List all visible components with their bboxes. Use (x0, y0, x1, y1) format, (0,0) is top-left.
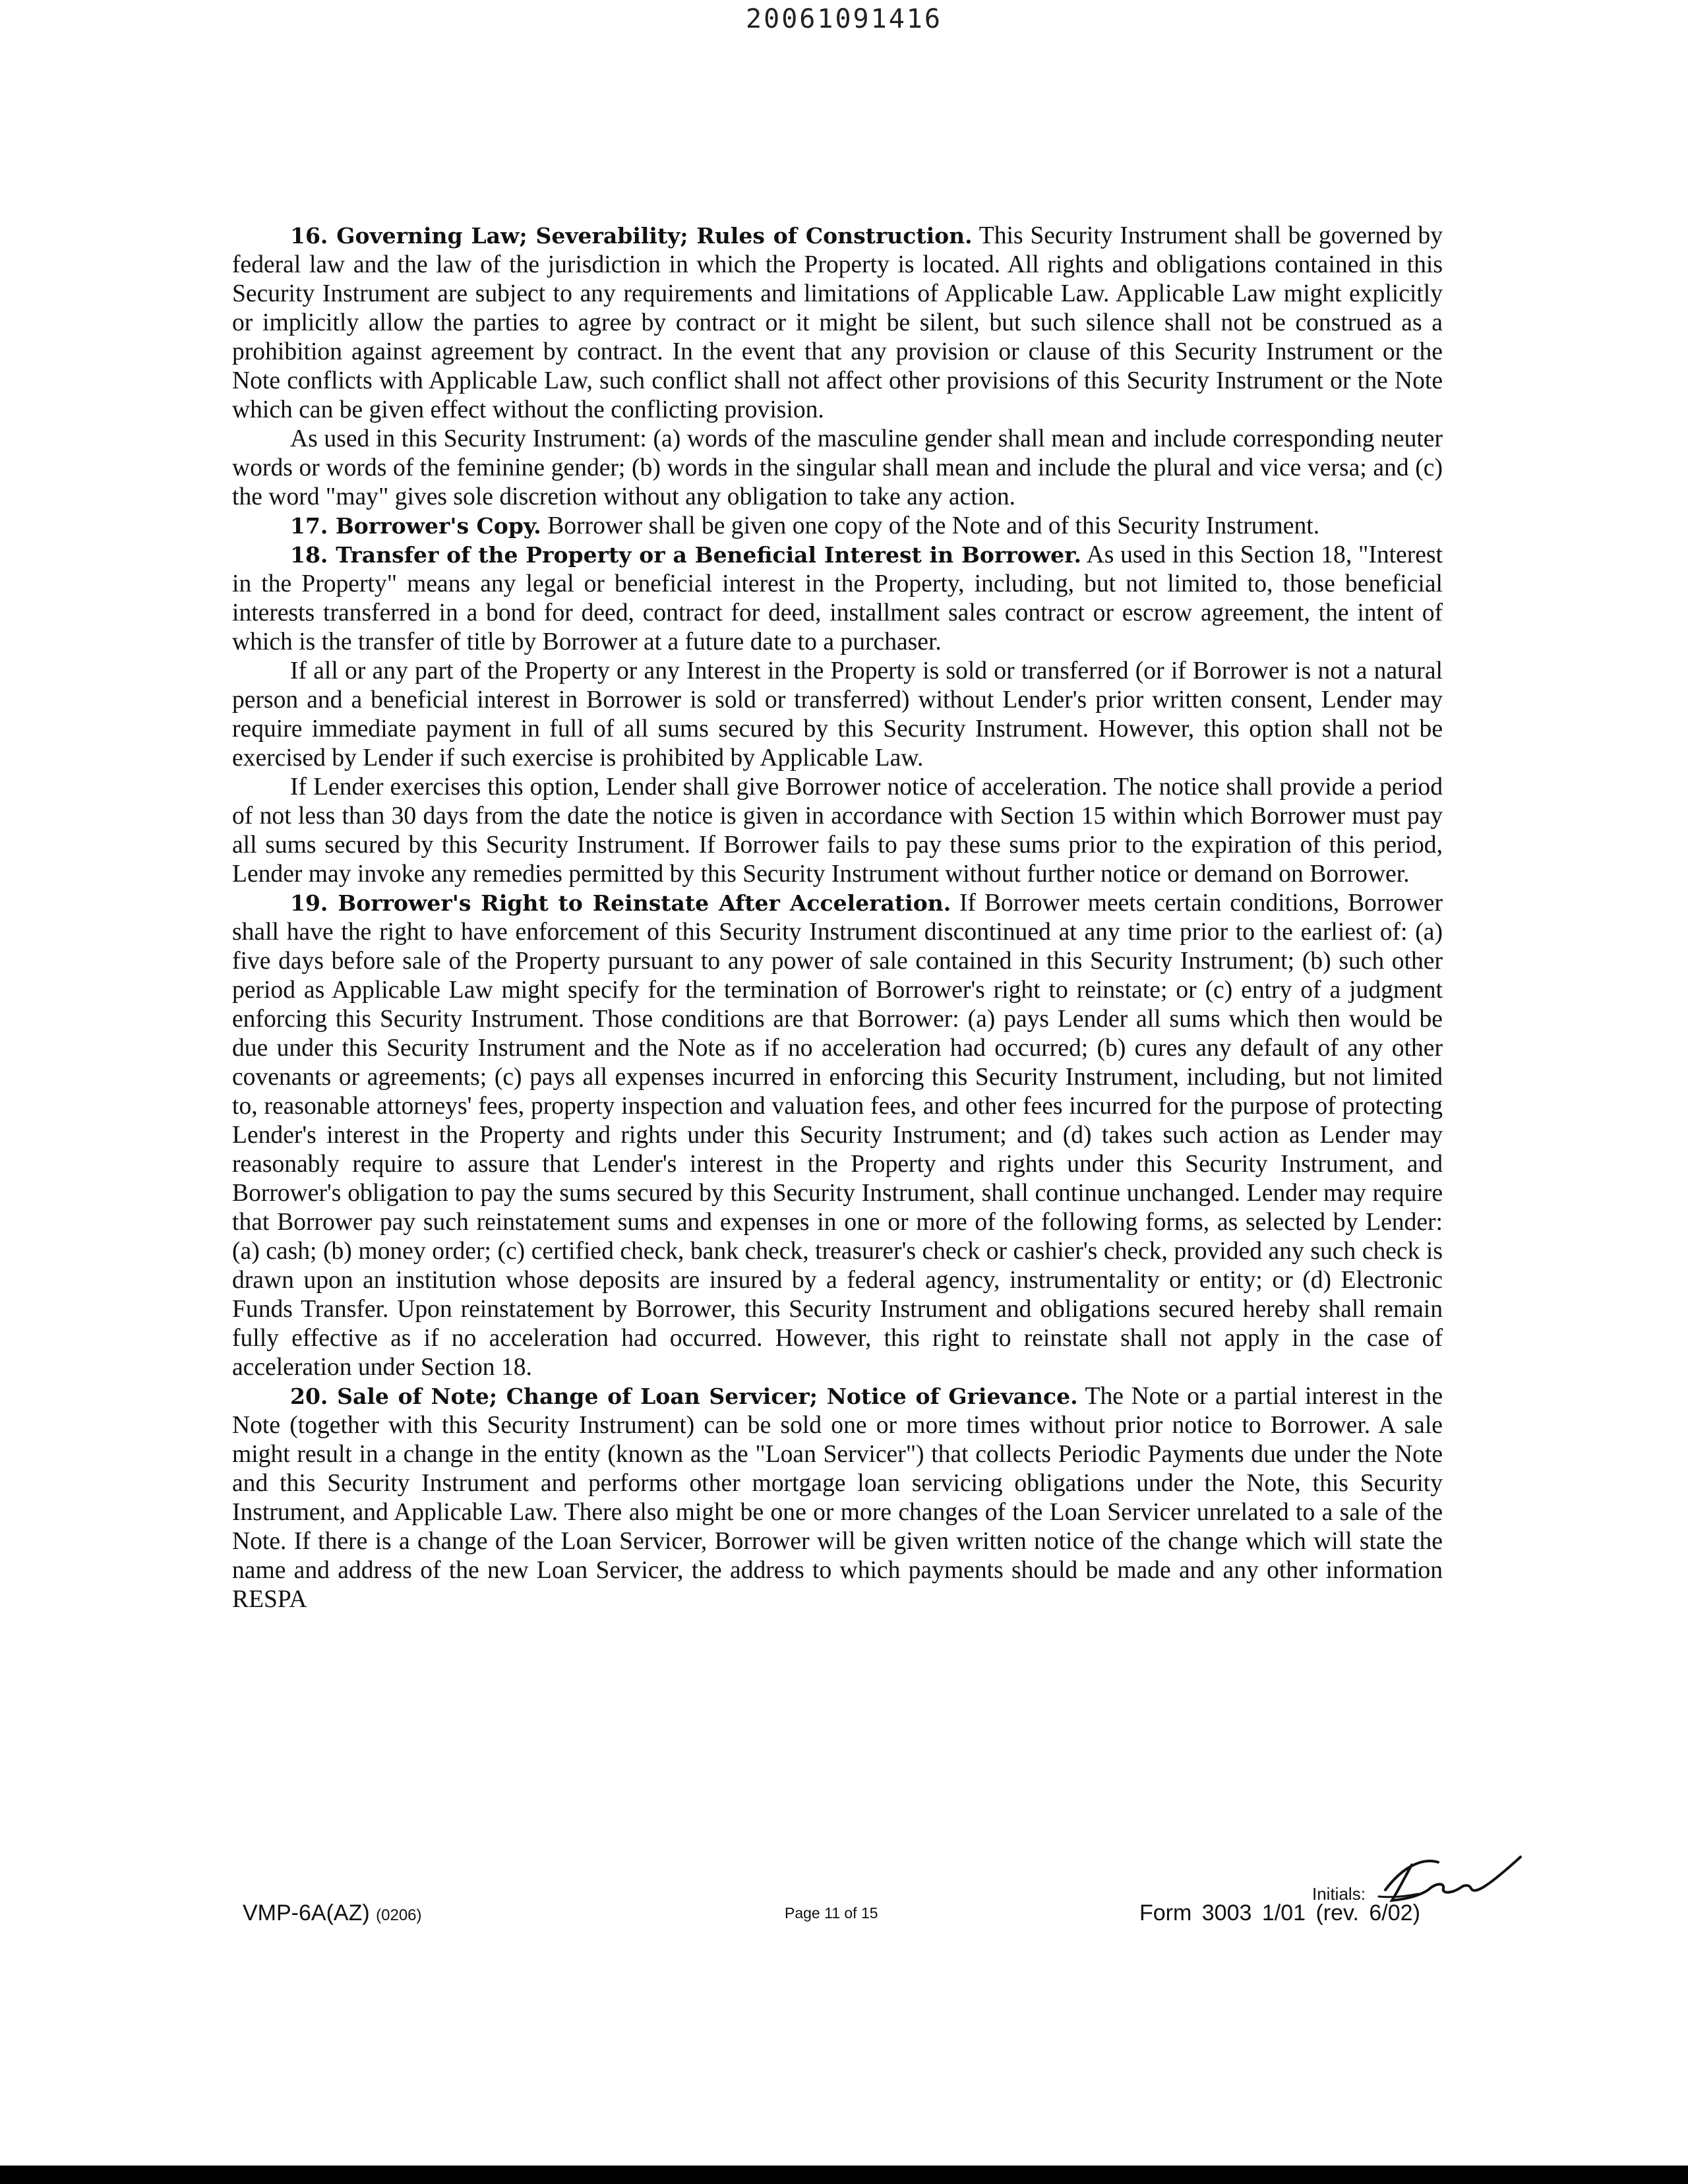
section-19-heading: 19. Borrower's Right to Reinstate After Acceleration. (290, 890, 951, 916)
section-16-text: This Security Instrument shall be governed by federal law and the law of the jurisdiction in which the Property is located. All rights and obligations contained in this Security Instrument are subject to any requirements and limitations of Applicable Law. Applicable Law might explicitly or implicitly allow the parties to agree by contract or it might be silent, but such silence shall not be construed as a prohibition against agreement by contract. In the event that any provision or clause of this Security Instrument or the Note conflicts with Applicable Law, such conflict shall not affect other provisions of this Security Instrument or the Note which can be given effect without the conflicting provision. (232, 222, 1443, 423)
paragraph-20 (232, 1382, 1443, 1614)
paragraph-17 (232, 512, 1443, 541)
paragraph-16 (232, 222, 1443, 425)
paragraph-18-acceleration (232, 773, 1443, 889)
section-18-heading: 18. Transfer of the Property or a Beneficial Interest in Borrower. (290, 542, 1081, 568)
form-code-suffix: (0206) (376, 1906, 422, 1924)
scan-bottom-border (0, 2166, 1688, 2184)
section-20-heading: 20. Sale of Note; Change of Loan Servicer; Notice of Grievance. (290, 1383, 1078, 1409)
document-body (232, 222, 1443, 1614)
form-code: VMP-6A(AZ) (243, 1900, 370, 1926)
paragraph-18-transfer (232, 657, 1443, 773)
section-18-text: As used in this Section 18, "Interest in the Property" means any legal or beneficial interest in the Property, including, but not limited to, those beneficial interests transferred in a bond for deed, contract for deed, installment sales contract or escrow agreement, the intent of which is the transfer of title by Borrower at a future date to a purchaser. (232, 541, 1443, 655)
paragraph-19 (232, 889, 1443, 1382)
section-16-construction-text: As used in this Security Instrument: (a) words of the masculine gender shall mean and include corresponding neuter words or words of the feminine gender; (b) words in the singular shall mean and include the plural and vice versa; and (c) the word "may" gives sole discretion without any obligation to take any action. (232, 425, 1443, 510)
paragraph-16-construction (232, 425, 1443, 512)
section-20-text: The Note or a partial interest in the Note (together with this Security Instrument) can be sold one or more times without prior notice to Borrower. A sale might result in a change in the entity (known as the "Loan Servicer") that collects Periodic Payments due under the Note and this Security Instrument and performs other mortgage loan servicing obligations under the Note, this Security Instrument, and Applicable Law. There also might be one or more changes of the Loan Servicer unrelated to a sale of the Note. If there is a change of the Loan Servicer, Borrower will be given written notice of the change which will state the name and address of the new Loan Servicer, the address to which payments should be made and any other information RESPA (232, 1383, 1443, 1613)
section-18-transfer-text: If all or any part of the Property or any Interest in the Property is sold or transferred (or if Borrower is not a natural person and a beneficial interest in Borrower is sold or transferred) without Lender's prior written consent, Lender may require immediate payment in full of all sums secured by this Security Instrument. However, this option shall not be exercised by Lender if such exercise is prohibited by Applicable Law. (232, 657, 1443, 772)
section-17-heading: 17. Borrower's Copy. (290, 513, 541, 539)
page-number: Page 11 of 15 (785, 1904, 878, 1922)
section-16-heading: 16. Governing Law; Severability; Rules of Construction. (290, 223, 973, 249)
paragraph-18 (232, 541, 1443, 657)
section-19-text: If Borrower meets certain conditions, Borrower shall have the right to have enforcement of this Security Instrument discontinued at any time prior to the earliest of: (a) five days before sale of the Property pursuant to any power of sale contained in this Security Instrument; (b) such other period as Applicable Law might specify for the termination of Borrower's right to reinstate; or (c) entry of a judgment enforcing this Security Instrument. Those conditions are that Borrower: (a) pays Lender all sums which then would be due under this Security Instrument and the Note as if no acceleration had occurred; (b) cures any default of any other covenants or agreements; (c) pays all expenses incurred in enforcing this Security Instrument, including, but not limited to, reasonable attorneys' fees, property inspection and valuation fees, and other fees incurred for the purpose of protecting Lender's interest in the Property and rights under this Security Instrument; and (d) takes such action as Lender may reasonably require to assure that Lender's interest in the Property and rights under this Security Instrument, and Borrower's obligation to pay the sums secured by this Security Instrument, shall continue unchanged. Lender may require that Borrower pay such reinstatement sums and expenses in one or more of the following forms, as selected by Lender: (a) cash; (b) money order; (c) certified check, bank check, treasurer's check or cashier's check, provided any such check is drawn upon an institution whose deposits are insured by a federal agency, instrumentality or entity; or (d) Electronic Funds Transfer. Upon reinstatement by Borrower, this Security Instrument and obligations secured hereby shall remain fully effective as if no acceleration had occurred. However, this right to reinstate shall not apply in the case of acceleration under Section 18. (232, 890, 1443, 1381)
footer-form-code (243, 1900, 422, 1926)
section-17-text: Borrower shall be given one copy of the Note and of this Security Instrument. (547, 512, 1320, 539)
document-number: 20061091416 (746, 4, 942, 34)
initials-label: Initials: (1312, 1884, 1366, 1904)
section-18-acceleration-text: If Lender exercises this option, Lender shall give Borrower notice of acceleration. The notice shall provide a period of not less than 30 days from the date the notice is given in accordance with Section 15 within which Borrower must pay all sums secured by this Security Instrument. If Borrower fails to pay these sums prior to the expiration of this period, Lender may invoke any remedies permitted by this Security Instrument without further notice or demand on Borrower. (232, 774, 1443, 888)
form-number: Form 3003 1/01 (rev. 6/02) (1139, 1900, 1420, 1926)
